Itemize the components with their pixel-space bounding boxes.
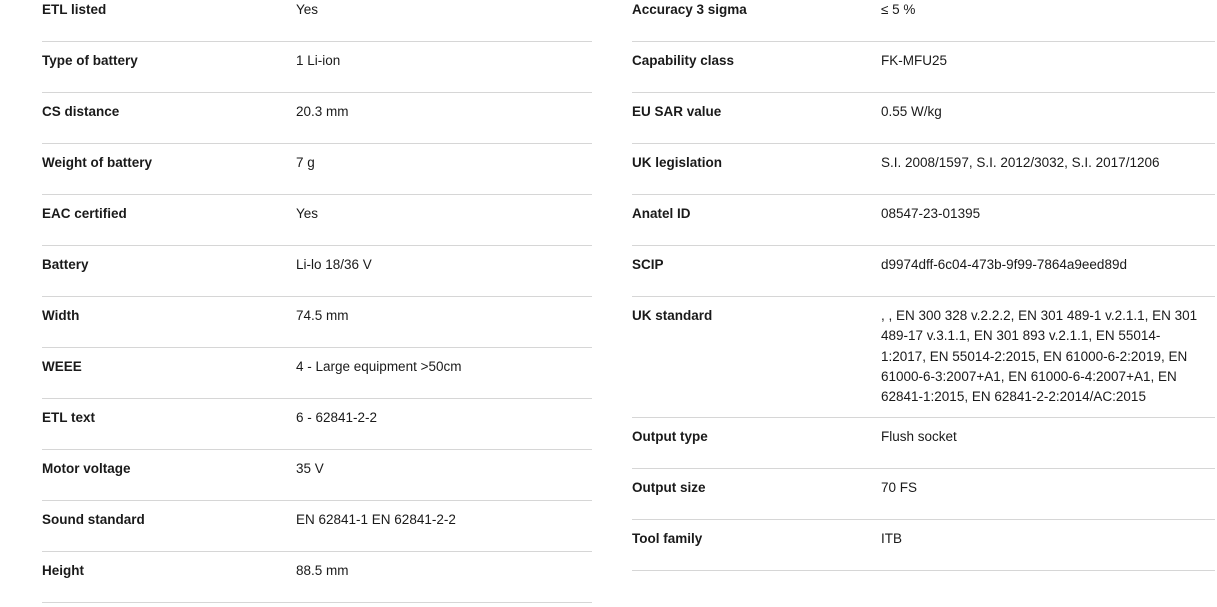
spec-label: WEEE: [42, 359, 82, 374]
spec-value: 74.5 mm: [296, 308, 349, 323]
table-row: [42, 297, 592, 348]
spec-value: 20.3 mm: [296, 104, 349, 119]
spec-value: EN 62841-1 EN 62841-2-2: [296, 512, 456, 527]
table-row: [632, 195, 1215, 246]
table-row: [42, 348, 592, 399]
spec-label: Tool family: [632, 531, 703, 547]
spec-label: Type of battery: [42, 53, 138, 68]
spec-label: Weight of battery: [42, 155, 153, 170]
spec-label: Capability class: [632, 53, 735, 68]
spec-value: FK-MFU25: [881, 53, 948, 68]
spec-value: 88.5 mm: [296, 563, 349, 578]
spec-label: UK legislation: [632, 155, 723, 170]
table-row: [632, 418, 1215, 469]
spec-label: Sound standard: [42, 512, 145, 527]
spec-value: 08547-23-01395: [881, 206, 981, 221]
table-row: [42, 93, 592, 144]
column-gap: [592, 0, 632, 603]
table-row: [42, 42, 592, 93]
spec-label: Accuracy 3 sigma: [632, 2, 747, 17]
table-row: [632, 42, 1215, 93]
spec-value: 0.55 W/kg: [881, 104, 942, 119]
spec-value: Flush socket: [881, 429, 957, 445]
spec-label: ETL listed: [42, 2, 107, 17]
table-row: [42, 0, 592, 42]
spec-label: EU SAR value: [632, 104, 722, 119]
spec-value: 4 - Large equipment >50cm: [296, 359, 462, 374]
spec-label: Anatel ID: [632, 206, 691, 221]
spec-label: ETL text: [42, 410, 96, 425]
spec-label: Height: [42, 563, 84, 578]
table-row: [632, 93, 1215, 144]
table-row: [42, 399, 592, 450]
spec-column-right: [632, 0, 1215, 603]
spec-label: EAC certified: [42, 206, 127, 221]
table-row: [632, 297, 1215, 418]
table-row: [632, 246, 1215, 297]
spec-value: ≤ 5 %: [881, 2, 916, 17]
spec-label: Output size: [632, 480, 706, 496]
spec-label: Output type: [632, 429, 708, 445]
table-row: [632, 144, 1215, 195]
table-row: [42, 246, 592, 297]
table-row: [42, 450, 592, 501]
spec-label: Motor voltage: [42, 461, 131, 476]
spec-value: , , EN 300 328 v.2.2.2, EN 301 489-1 v.2.1.1, EN 301 489-17 v.3.1.1, EN 301 893 v.2.1.1, EN 55014-1:2017, EN 55014-2:2015, EN 61000-6-2:2019, EN 61000-6-3:2007+A1, EN 61000-6-4:2007+A1, EN 62841-1:2015, EN 62841-2-2:2014/AC:2015: [881, 308, 1198, 404]
spec-value: S.I. 2008/1597, S.I. 2012/3032, S.I. 2017/1206: [881, 155, 1160, 170]
spec-label: SCIP: [632, 257, 664, 272]
table-row: [42, 144, 592, 195]
spec-label: Battery: [42, 257, 89, 272]
spec-value: d9974dff-6c04-473b-9f99-7864a9eed89d: [881, 257, 1127, 272]
spec-value: 7 g: [296, 155, 315, 170]
spec-value: 6 - 62841-2-2: [296, 410, 378, 425]
spec-value: 70 FS: [881, 480, 918, 496]
spec-label: UK standard: [632, 308, 713, 323]
table-row: [632, 469, 1215, 520]
table-row: [42, 501, 592, 552]
spec-value: Li-lo 18/36 V: [296, 257, 372, 272]
spec-value: 35 V: [296, 461, 324, 476]
spec-value: Yes: [296, 2, 319, 17]
spec-column-left: [0, 0, 592, 603]
table-row: [42, 552, 592, 603]
table-row: [632, 520, 1215, 571]
table-row: [632, 0, 1215, 42]
spec-label: CS distance: [42, 104, 120, 119]
spec-value: Yes: [296, 206, 319, 221]
spec-value: 1 Li-ion: [296, 53, 341, 68]
spec-value: ITB: [881, 531, 903, 547]
spec-label: Width: [42, 308, 80, 323]
table-row: [42, 195, 592, 246]
